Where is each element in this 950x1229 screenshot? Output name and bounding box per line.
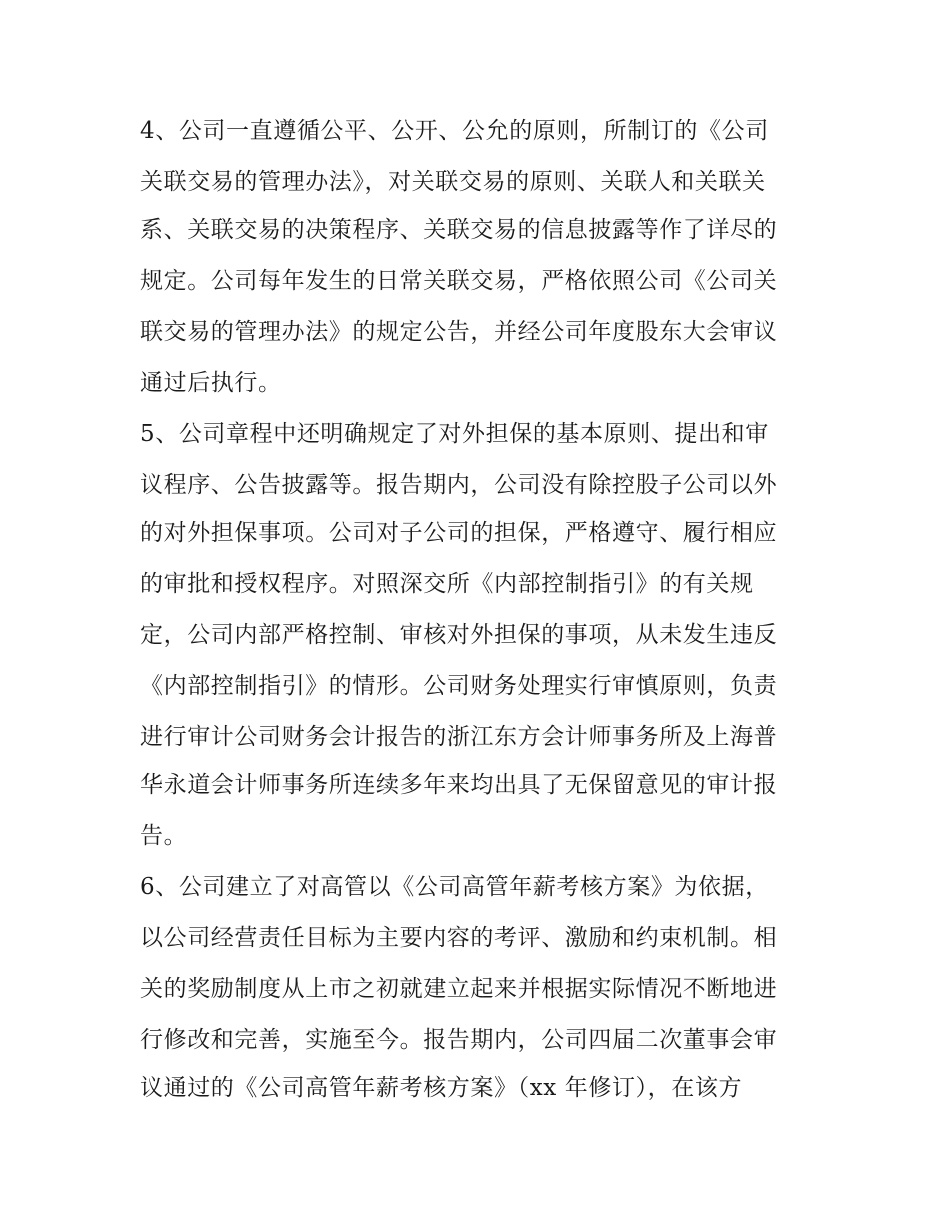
paragraph-line: 通过后执行。 bbox=[140, 370, 282, 396]
paragraph-line: 《内部控制指引》的情形。公司财务处理实行审慎原则，负责 bbox=[140, 673, 778, 699]
paragraph-line: 行修改和完善，实施至今。报告期内，公司四届二次董事会审 bbox=[140, 1027, 778, 1053]
paragraph-line: 的审批和授权程序。对照深交所《内部控制指引》的有关规 bbox=[140, 571, 754, 597]
paragraph-line: 关联交易的管理办法》，对关联交易的原则、关联人和关联关 bbox=[140, 169, 766, 195]
paragraph-line: 规定。公司每年发生的日常关联交易，严格依照公司《公司关 bbox=[140, 268, 778, 294]
paragraph-line: 的对外担保事项。公司对子公司的担保，严格遵守、履行相应 bbox=[140, 520, 778, 546]
paragraph-line: 6、公司建立了对高管以《公司高管年薪考核方案》为依据， bbox=[140, 874, 769, 900]
paragraph-line: 5、公司章程中还明确规定了对外担保的基本原则、提出和审 bbox=[140, 421, 769, 447]
paragraph-line: 议通过的《公司高管年薪考核方案》（xx 年修订），在该方 bbox=[140, 1075, 743, 1101]
paragraph-line: 以公司经营责任目标为主要内容的考评、激励和约束机制。相 bbox=[140, 925, 778, 951]
paragraph-line: 进行审计公司财务会计报告的浙江东方会计师事务所及上海普 bbox=[140, 724, 778, 750]
paragraph-line: 定，公司内部严格控制、审核对外担保的事项，从未发生违反 bbox=[140, 622, 778, 648]
paragraph-line: 告。 bbox=[140, 823, 188, 849]
paragraph-line: 华永道会计师事务所连续多年来均出具了无保留意见的审计报 bbox=[140, 772, 778, 798]
paragraph-line: 系、关联交易的决策程序、关联交易的信息披露等作了详尽的 bbox=[140, 217, 778, 243]
paragraph-line: 4、公司一直遵循公平、公开、公允的原则，所制订的《公司 bbox=[140, 118, 769, 144]
paragraph-line: 议程序、公告披露等。报告期内，公司没有除控股子公司以外 bbox=[140, 472, 778, 498]
paragraph-line: 关的奖励制度从上市之初就建立起来并根据实际情况不断地进 bbox=[140, 976, 778, 1002]
paragraph-line: 联交易的管理办法》的规定公告，并经公司年度股东大会审议 bbox=[140, 319, 778, 345]
